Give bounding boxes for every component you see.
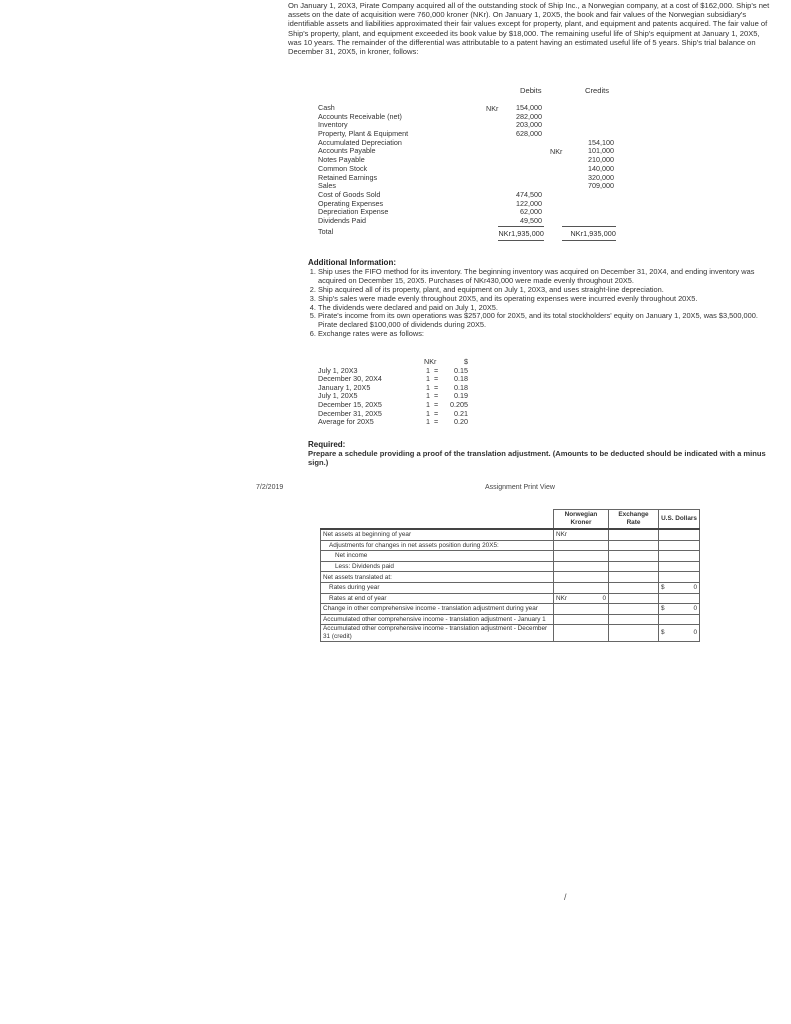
usd-input[interactable] — [659, 529, 700, 540]
row-label: Accumulated other comprehensive income - translation adjustment - December 31 (credit) — [321, 625, 554, 642]
debit-currency: NKr — [486, 104, 499, 113]
account-name: Accumulated Depreciation — [318, 137, 402, 147]
table-row — [321, 604, 700, 615]
usd-value: 0 — [693, 629, 697, 637]
trial-balance-accounts — [318, 104, 498, 236]
rate-usd: 0.18 — [454, 374, 468, 384]
credit-value: 101,000 — [588, 146, 614, 156]
info-item: 4. The dividends were declared and paid on July 1, 20X5. — [318, 304, 768, 313]
table-row — [321, 582, 700, 593]
rate-nkr: 1 — [426, 417, 430, 427]
total-label: Total — [318, 226, 334, 236]
usd-sign: $ — [661, 584, 665, 592]
credits-header: Credits — [585, 86, 610, 95]
debit-value: 282,000 — [516, 111, 542, 121]
info-item: 3. Ship's sales were made evenly throughout 20X5, and its operating expenses were incurred evenly throughout 20X5. — [318, 295, 768, 304]
rate-usd: 0.19 — [454, 391, 468, 401]
info-item: 2. Ship acquired all of its property, plant, and equipment on July 1, 20X3, and uses straight-line depreciation. — [318, 286, 768, 295]
intro-text: On January 1, 20X3, Pirate Company acquired all of the outstanding stock of Ship Inc., a Norwegian company, at a cost of $162,000. Ship's net assets on the date of acquisition were 760,000 kroner (NKr). On January 1, 20X5, the book and fair values of the Norwegian subsidiary's identifiable assets and liabilities approximated their fair values except for property, plant, and equipment and patents acquired. The fair value of Ship's property, plant, and equipment exceeded its book value by $18,000. The remaining useful life of Ship's equipment at January 1, 20X5, was 10 years. The remainder of the differential was attributable to a patent having an estimated useful life of 5 years. Ship's trial balance on December 31, 20X5, in kroner, follows: — [288, 1, 770, 57]
rate-date: Average for 20X5 — [318, 417, 374, 427]
row-label: Net income — [321, 551, 554, 562]
print-date: 7/2/2019 — [256, 484, 284, 491]
account-name: Operating Expenses — [318, 198, 384, 208]
rate-usd: 0.15 — [454, 365, 468, 375]
credit-value: 320,000 — [588, 172, 614, 182]
debit-value: 474,500 — [516, 189, 542, 199]
usd-input[interactable] — [659, 614, 700, 625]
rate-input[interactable] — [609, 561, 659, 572]
rate-usd: 0.21 — [454, 408, 468, 418]
debit-value — [498, 174, 542, 183]
trial-balance-credits — [562, 104, 614, 226]
rate-nkr: 1 — [426, 374, 430, 384]
table-row — [321, 529, 700, 540]
table-row — [321, 625, 700, 642]
rate-usd: 0.205 — [450, 399, 468, 409]
rate-nkr: 1 — [426, 408, 430, 418]
required-title: Required: — [308, 440, 346, 449]
problem-intro — [288, 1, 772, 56]
account-name: Accounts Receivable (net) — [318, 111, 402, 121]
credit-value — [562, 208, 614, 217]
rate-usd: 0.20 — [454, 417, 468, 427]
nkr-input[interactable] — [554, 551, 609, 562]
account-name: Retained Earnings — [318, 172, 378, 182]
debit-value — [498, 165, 542, 174]
account-name: Property, Plant & Equipment — [318, 129, 409, 139]
account-name: Dividends Paid — [318, 215, 366, 225]
rate-nkr: 1 — [426, 365, 430, 375]
info-item: 6. Exchange rates were as follows: — [318, 330, 768, 339]
debit-value: 628,000 — [516, 129, 542, 139]
usd-input[interactable] — [659, 561, 700, 572]
credit-double-rule — [562, 240, 616, 241]
print-view-label: Assignment Print View — [485, 484, 555, 491]
account-name: Depreciation Expense — [318, 207, 389, 217]
usd-total — [659, 625, 700, 642]
table-row — [321, 540, 700, 551]
account-name: Inventory — [318, 120, 348, 130]
required-text: Prepare a schedule providing a proof of the translation adjustment. (Amounts to be deducted should be indicated with a minus sign.) — [308, 449, 766, 467]
additional-title: Additional Information: — [308, 258, 396, 267]
col-rate-header: Exchange Rate — [609, 510, 659, 530]
usd-total — [659, 604, 700, 615]
nkr-value: 0 — [602, 594, 606, 602]
rate-usd: 0.18 — [454, 382, 468, 392]
nkr-input[interactable]: NKr — [554, 529, 609, 540]
credit-value: 210,000 — [588, 155, 614, 165]
rate-date: July 1, 20X5 — [318, 391, 358, 401]
rate-input[interactable] — [609, 551, 659, 562]
col-usd-header: U.S. Dollars — [659, 510, 700, 530]
debit-value: 62,000 — [520, 207, 542, 217]
nkr-input[interactable] — [554, 561, 609, 572]
total-credit: NKr1,935,000 — [570, 229, 616, 238]
rate-input[interactable] — [609, 593, 659, 604]
rate-row: Average for 20X5 1 = 0.20 — [318, 417, 468, 427]
row-label: Change in other comprehensive income - translation adjustment during year — [321, 604, 554, 615]
table-row — [321, 572, 700, 583]
debit-value — [498, 147, 542, 156]
account-name: Common Stock — [318, 163, 368, 173]
translation-schedule — [320, 509, 700, 642]
credit-value — [562, 191, 614, 200]
row-label: Net assets translated at: — [321, 572, 554, 583]
additional-information — [308, 259, 768, 339]
rate-row: July 1, 20X5 1 = 0.19 — [318, 391, 468, 401]
rates-head-usd: $ — [464, 357, 468, 366]
account-name: Notes Payable — [318, 155, 365, 165]
account-name: Sales — [318, 181, 336, 191]
usd-value: 0 — [693, 584, 697, 592]
usd-sign: $ — [661, 604, 665, 612]
credit-value — [562, 104, 614, 113]
credit-value: 140,000 — [588, 163, 614, 173]
row-label: Rates during year — [321, 582, 554, 593]
rate-row: July 1, 20X3 1 = 0.15 — [318, 365, 468, 375]
page-mark: / — [564, 892, 567, 902]
debit-value: 49,500 — [520, 215, 542, 225]
account-name: Cash — [318, 103, 335, 112]
table-row — [321, 561, 700, 572]
credit-value — [562, 200, 614, 209]
rate-date: January 1, 20X5 — [318, 382, 371, 392]
usd-input[interactable] — [659, 593, 700, 604]
rate-nkr: 1 — [426, 399, 430, 409]
info-item: 5. Pirate's income from its own operations was $257,000 for 20X5, and its total stockholders' equity on January 1, 20X5, was $3,500,000. Pirate declared $100,000 of dividends during 20X5. — [318, 312, 768, 330]
account-name: Accounts Payable — [318, 146, 376, 156]
rate-input[interactable] — [609, 529, 659, 540]
debit-value: 122,000 — [516, 198, 542, 208]
usd-input[interactable] — [659, 551, 700, 562]
row-label: Rates at end of year — [321, 593, 554, 604]
exchange-rates — [318, 358, 518, 427]
nkr-total — [554, 593, 609, 604]
required-section — [308, 440, 768, 467]
rate-row: December 31, 20X5 1 = 0.21 — [318, 408, 468, 418]
debit-underline — [498, 226, 544, 227]
nkr-sign: NKr — [556, 594, 568, 602]
rate-nkr: 1 — [426, 382, 430, 392]
row-label: Adjustments for changes in net assets position during 20X5: — [321, 540, 554, 551]
table-row — [321, 593, 700, 604]
rate-row: December 30, 20X4 1 = 0.18 — [318, 374, 468, 384]
rate-date: December 30, 20X4 — [318, 374, 382, 384]
credit-value: 709,000 — [588, 181, 614, 191]
rate-date: December 31, 20X5 — [318, 408, 382, 418]
credit-value: 154,100 — [588, 137, 614, 147]
rate-row: January 1, 20X5 1 = 0.18 — [318, 382, 468, 392]
row-label: Net assets at beginning of year — [321, 529, 554, 540]
debit-value: 203,000 — [516, 120, 542, 130]
debit-value — [498, 156, 542, 165]
credit-value — [562, 217, 614, 226]
debits-header: Debits — [520, 86, 542, 95]
rates-head-nkr: NKr — [424, 357, 437, 366]
usd-value: 0 — [693, 604, 697, 612]
credit-currency: NKr — [550, 147, 563, 156]
rate-row: December 15, 20X5 1 = 0.205 — [318, 399, 468, 409]
usd-total — [659, 582, 700, 593]
row-label: Less: Dividends paid — [321, 561, 554, 572]
table-row — [321, 614, 700, 625]
table-row — [321, 551, 700, 562]
trial-balance-debits — [498, 104, 542, 226]
credit-value — [562, 121, 614, 130]
rate-date: July 1, 20X3 — [318, 365, 358, 375]
debit-value: 154,000 — [516, 103, 542, 112]
info-item: 1. Ship uses the FIFO method for its inventory. The beginning inventory was acquired on December 31, 20X4, and ending inventory was acquired on December 15, 20X5. Purchases of NKr430,000 were made evenly throughout 20X5. — [318, 268, 768, 286]
account-name: Cost of Goods Sold — [318, 189, 381, 199]
row-label: Accumulated other comprehensive income - translation adjustment - January 1 — [321, 614, 554, 625]
rate-nkr: 1 — [426, 391, 430, 401]
debit-value — [498, 139, 542, 148]
rate-date: December 15, 20X5 — [318, 399, 382, 409]
total-debit: NKr1,935,000 — [498, 229, 544, 238]
credit-value — [562, 113, 614, 122]
credit-underline — [562, 226, 616, 227]
debit-double-rule — [498, 240, 544, 241]
col-nkr-header: Norwegian Kroner — [554, 510, 609, 530]
usd-sign: $ — [661, 629, 665, 637]
